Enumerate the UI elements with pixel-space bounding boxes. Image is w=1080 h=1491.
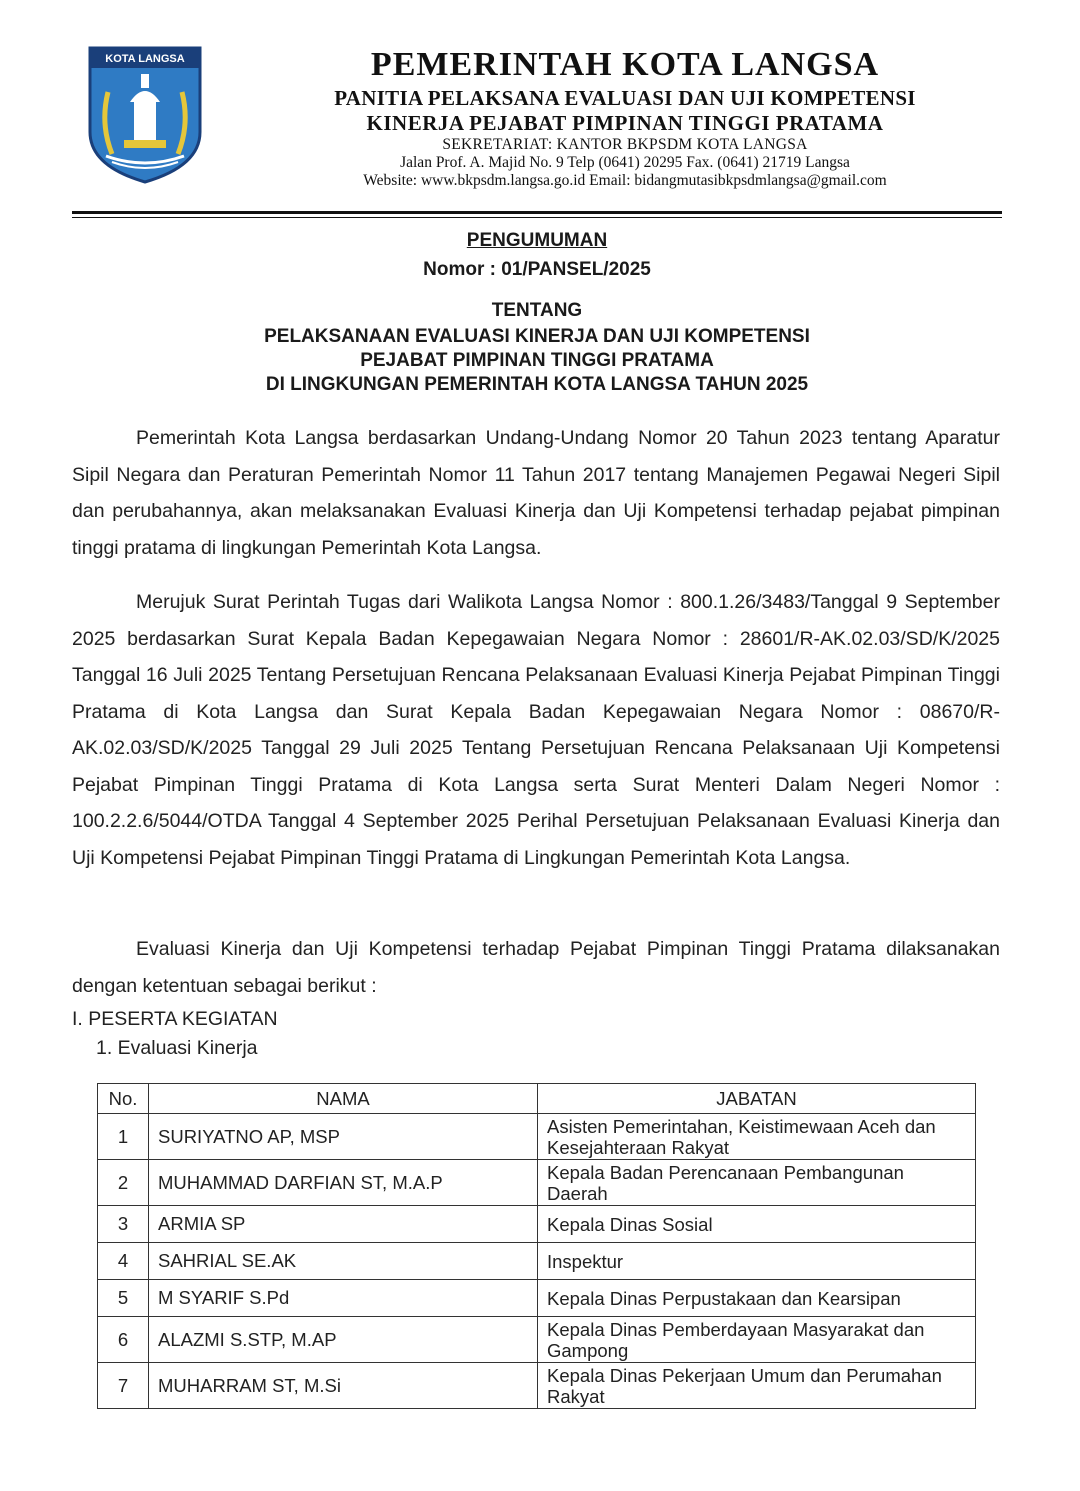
cell-jabatan: Kepala Dinas Perpustakaan dan Kearsipan bbox=[538, 1280, 976, 1317]
participants-table bbox=[97, 1083, 976, 1409]
letterhead-divider-thin bbox=[72, 217, 1002, 218]
cell-no: 6 bbox=[98, 1317, 149, 1363]
cell-no: 3 bbox=[98, 1206, 149, 1243]
table-row bbox=[98, 1206, 976, 1243]
cell-no: 2 bbox=[98, 1160, 149, 1206]
table-row bbox=[98, 1280, 976, 1317]
cell-no: 7 bbox=[98, 1363, 149, 1409]
paragraph-legal-basis-text: Pemerintah Kota Langsa berdasarkan Undang-Undang Nomor 20 Tahun 2023 tentang Aparatur Sipil Negara dan Peraturan Pemerintah Nomor 11 Tahun 2017 tentang Manajemen Pegawai Negeri Sipil dan perubahannya, akan melaksanakan Evaluasi Kinerja dan Uji Kompetensi terhadap pejabat pimpinan tinggi pratama di lingkungan Pemerintah Kota Langsa. bbox=[72, 427, 1000, 559]
cell-jabatan: Kepala Dinas Pemberdayaan Masyarakat dan Gampong bbox=[538, 1317, 976, 1363]
cell-jabatan: Kepala Badan Perencanaan Pembangunan Daerah bbox=[538, 1160, 976, 1206]
cell-no: 5 bbox=[98, 1280, 149, 1317]
letterhead bbox=[220, 44, 1030, 190]
paragraph-provisions bbox=[72, 931, 1000, 1004]
letterhead-divider bbox=[72, 211, 1002, 214]
cell-nama: M SYARIF S.Pd bbox=[149, 1280, 538, 1317]
emblem-label: KOTA LANGSA bbox=[105, 53, 185, 65]
announcement-subject-line1: PELAKSANAAN EVALUASI KINERJA DAN UJI KOMPETENSI bbox=[264, 326, 810, 347]
section-heading: I. PESERTA KEGIATAN bbox=[72, 1008, 278, 1030]
table-row bbox=[98, 1363, 976, 1409]
cell-jabatan: Asisten Pemerintahan, Keistimewaan Aceh dan Kesejahteraan Rakyat bbox=[538, 1114, 976, 1160]
subsection-heading: 1. Evaluasi Kinerja bbox=[96, 1037, 258, 1059]
cell-jabatan: Kepala Dinas Sosial bbox=[538, 1206, 976, 1243]
cell-nama: MUHARRAM ST, M.Si bbox=[149, 1363, 538, 1409]
cell-jabatan: Kepala Dinas Pekerjaan Umum dan Perumahan Rakyat bbox=[538, 1363, 976, 1409]
announcement-subject-line2: PEJABAT PIMPINAN TINGGI PRATAMA bbox=[360, 350, 714, 371]
paragraph-references-text: Merujuk Surat Perintah Tugas dari Walikota Langsa Nomor : 800.1.26/3483/Tanggal 9 September 2025 berdasarkan Surat Kepala Badan Kepegawaian Negara Nomor : 28601/R-AK.02.03/SD/K/2025 Tanggal 16 Juli 2025 Tentang Persetujuan Rencana Pelaksanaan Evaluasi Kinerja Pejabat Pimpinan Tinggi Pratama di Kota Langsa dan Surat Kepala Badan Kepegawaian Negara Nomor : 08670/R-AK.02.03/SD/K/2025 Tanggal 29 Juli 2025 Tentang Persetujuan Rencana Pelaksanaan Uji Kompetensi Pejabat Pimpinan Tinggi Pratama di Kota Langsa serta Surat Menteri Dalam Negeri Nomor : 100.2.2.6/5044/OTDA Tanggal 4 September 2025 Perihal Persetujuan Pelaksanaan Evaluasi Kinerja dan Uji Kompetensi Pejabat Pimpinan Tinggi Pratama di Lingkungan Pemerintah Kota Langsa. bbox=[72, 591, 1000, 869]
letterhead-committee: PANITIA PELAKSANA EVALUASI DAN UJI KOMPETENSI bbox=[334, 86, 916, 110]
cell-no: 1 bbox=[98, 1114, 149, 1160]
cell-no: 4 bbox=[98, 1243, 149, 1280]
announcement-number: Nomor : 01/PANSEL/2025 bbox=[423, 259, 651, 280]
paragraph-legal-basis bbox=[72, 420, 1000, 566]
paragraph-references bbox=[72, 584, 1000, 876]
table-row bbox=[98, 1243, 976, 1280]
table-header-row bbox=[98, 1084, 976, 1114]
kota-langsa-emblem bbox=[86, 44, 204, 184]
cell-jabatan: Inspektur bbox=[538, 1243, 976, 1280]
cell-nama: SURIYATNO AP, MSP bbox=[149, 1114, 538, 1160]
col-header-nama: NAMA bbox=[149, 1084, 538, 1114]
col-header-jabatan: JABATAN bbox=[538, 1084, 976, 1114]
cell-nama: ARMIA SP bbox=[149, 1206, 538, 1243]
cell-nama: MUHAMMAD DARFIAN ST, M.A.P bbox=[149, 1160, 538, 1206]
letterhead-committee-scope: KINERJA PEJABAT PIMPINAN TINGGI PRATAMA bbox=[366, 111, 884, 135]
letterhead-contact: Website: www.bkpsdm.langsa.go.id Email: bidangmutasibkpsdmlangsa@gmail.com bbox=[363, 172, 887, 189]
letterhead-secretariat: SEKRETARIAT: KANTOR BKPSDM KOTA LANGSA bbox=[442, 136, 808, 153]
announcement-about: TENTANG bbox=[491, 300, 583, 321]
announcement-subject-line3: DI LINGKUNGAN PEMERINTAH KOTA LANGSA TAHUN 2025 bbox=[265, 374, 809, 395]
paragraph-provisions-text: Evaluasi Kinerja dan Uji Kompetensi terhadap Pejabat Pimpinan Tinggi Pratama dilaksanakan dengan ketentuan sebagai berikut : bbox=[72, 938, 1000, 997]
table-row bbox=[98, 1114, 976, 1160]
cell-nama: SAHRIAL SE.AK bbox=[149, 1243, 538, 1280]
letterhead-address: Jalan Prof. A. Majid No. 9 Telp (0641) 20295 Fax. (0641) 21719 Langsa bbox=[400, 154, 850, 171]
table-row bbox=[98, 1317, 976, 1363]
table-row bbox=[98, 1160, 976, 1206]
col-header-no: No. bbox=[98, 1084, 149, 1114]
announcement-heading: PENGUMUMAN bbox=[466, 230, 608, 251]
letterhead-government: PEMERINTAH KOTA LANGSA bbox=[370, 46, 880, 83]
cell-nama: ALAZMI S.STP, M.AP bbox=[149, 1317, 538, 1363]
